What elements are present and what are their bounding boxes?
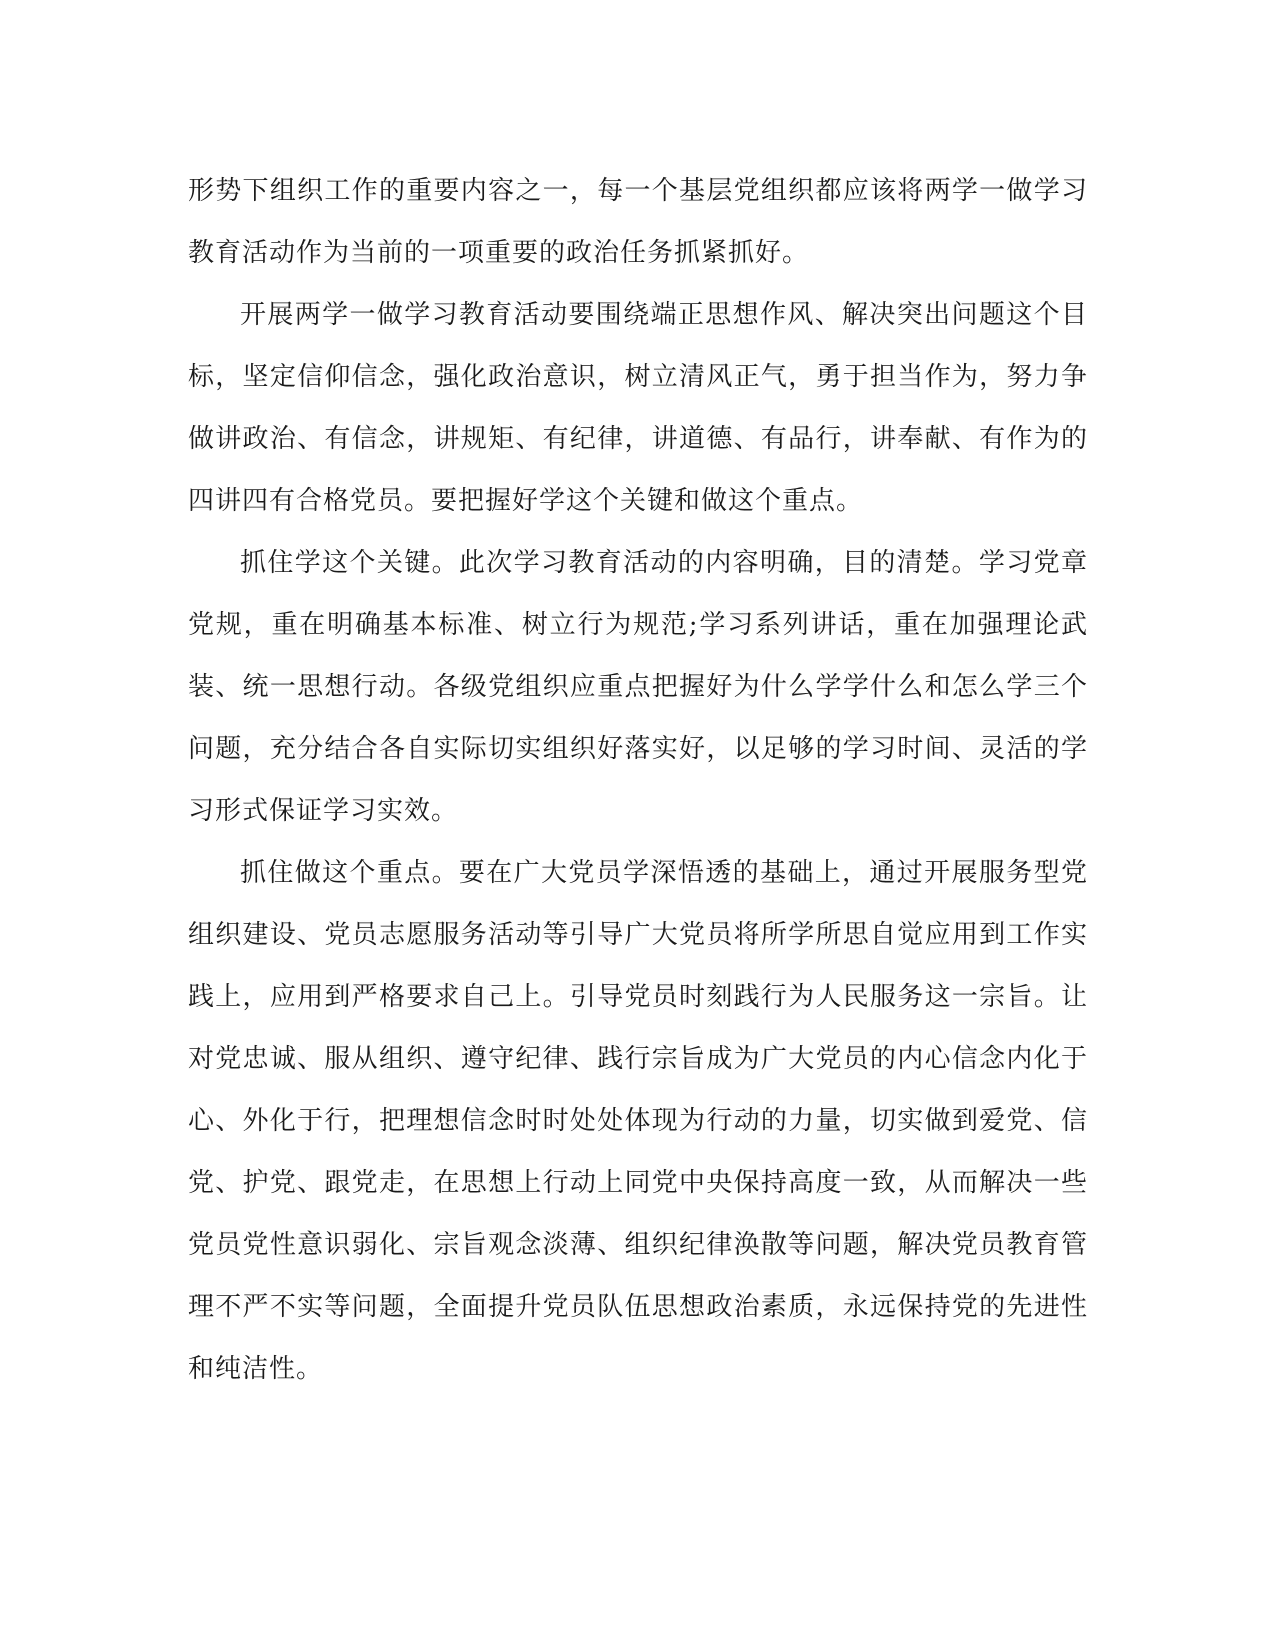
paragraph-goal: 开展两学一做学习教育活动要围绕端正思想作风、解决突出问题这个目标，坚定信仰信念，强化政治意识，树立清风正气，勇于担当作为，努力争做讲政治、有信念，讲规矩、有纪律，讲道德、有品行，讲奉献、有作为的四讲四有合格党员。要把握好学这个关键和做这个重点。 [188,300,1088,516]
paragraph-study-key: 抓住学这个关键。此次学习教育活动的内容明确，目的清楚。学习党章党规，重在明确基本标准、树立行为规范;学习系列讲话，重在加强理论武装、统一思想行动。各级党组织应重点把握好为什么学学什么和怎么学三个问题，充分结合各自实际切实组织好落实好，以足够的学习时间、灵活的学习形式保证学习实效。 [188,548,1088,826]
paragraph-practice-focus: 抓住做这个重点。要在广大党员学深悟透的基础上，通过开展服务型党组织建设、党员志愿服务活动等引导广大党员将所学所思自觉应用到工作实践上，应用到严格要求自己上。引导党员时刻践行为人民服务这一宗旨。让对党忠诚、服从组织、遵守纪律、践行宗旨成为广大党员的内心信念内化于心、外化于行，把理想信念时时处处体现为行动的力量，切实做到爱党、信党、护党、跟党走，在思想上行动上同党中央保持高度一致，从而解决一些党员党性意识弱化、宗旨观念淡薄、组织纪律涣散等问题，解决党员教育管理不严不实等问题，全面提升党员队伍思想政治素质，永远保持党的先进性和纯洁性。 [188,858,1088,1384]
document-body [188,160,1088,1400]
paragraph-continuation: 形势下组织工作的重要内容之一，每一个基层党组织都应该将两学一做学习教育活动作为当前的一项重要的政治任务抓紧抓好。 [188,176,1088,268]
